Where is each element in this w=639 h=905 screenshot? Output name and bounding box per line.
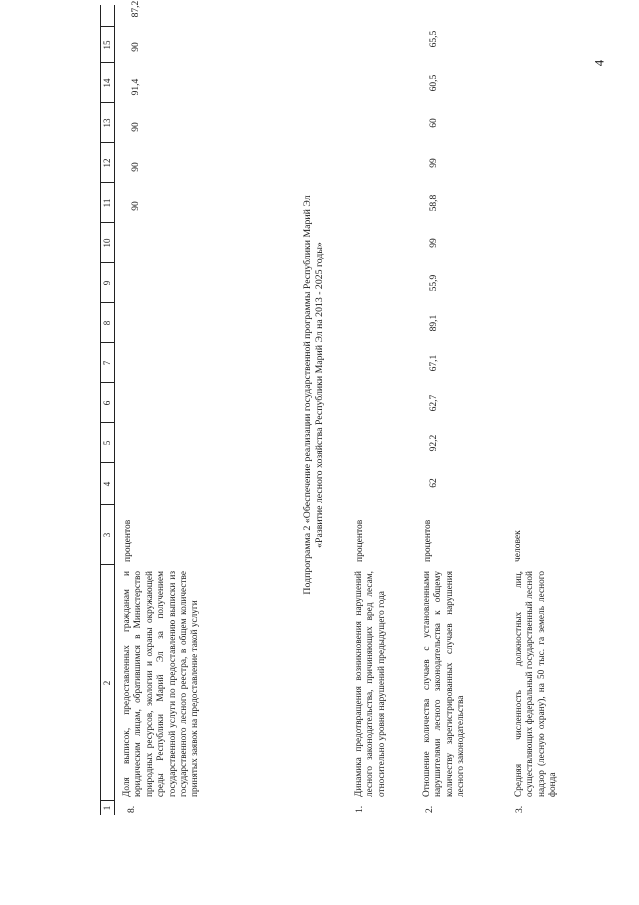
indicator-description: Доля выписок, предоставленных гражданам и юридическим лицам, обратившимся в Министерство природных ресурсов, экологии и охраны окружающей среды Республики Марий Эл за получением государственной услуги по предоставлению выписки из государственного лесного реестра, в общем количестве принятых заявок на предоставление такой услуги (122, 571, 201, 797)
value-cell: 99 (429, 158, 439, 168)
subprogram-title-line: Подпрограмма 2 «Обеспечение реализации государственной программы Республики Марий Эл (302, 195, 313, 595)
column-number: 11 (102, 198, 112, 208)
unit-label: процентов (423, 519, 433, 562)
row-number: 3. (515, 805, 525, 813)
column-number: 3 (102, 532, 112, 538)
rotated-table-page (100, 0, 639, 815)
value-cell: 62 (429, 478, 439, 488)
value-cell: 58,8 (429, 194, 439, 212)
indicator-description: Отношение количества случаев с установленными нарушителями лесного законодательства к общему количеству зарегистрированных случаев нарушения лесного законодательства (422, 571, 467, 797)
column-number: 5 (102, 440, 112, 446)
column-number: 13 (102, 118, 112, 128)
value-cell: 90 (131, 42, 141, 52)
value-cell: 99 (429, 238, 439, 248)
column-number: 2 (102, 680, 112, 686)
row-number: 1. (355, 805, 365, 813)
column-number: 9 (102, 280, 112, 286)
value-cell: 67,1 (429, 354, 439, 372)
column-number: 6 (102, 400, 112, 406)
page-number: 4 (591, 59, 607, 67)
value-cell: 60,5 (429, 74, 439, 92)
value-cell: 60 (429, 118, 439, 128)
value-cell: 89,1 (429, 314, 439, 332)
indicator-description: Динамика предотвращения возникновения нарушений лесного законодательства, причиняющих вред лесам, относительно уровня нарушений предыдущего года (354, 571, 387, 797)
unit-label: человек (513, 530, 523, 562)
column-number: 7 (102, 360, 112, 366)
value-cell: 65,5 (429, 30, 439, 48)
value-cell: 87,2 (131, 0, 141, 18)
value-cell: 90 (131, 122, 141, 132)
column-number: 1 (102, 805, 112, 811)
value-cell: 90 (131, 201, 141, 211)
column-number: 10 (102, 238, 112, 248)
column-number: 15 (102, 40, 112, 50)
indicator-description: Средняя численность должностных лиц, осуществляющих федеральный государственный лесной надзор (лесную охрану), на 50 тыс. га земель лесного фонда (514, 571, 559, 797)
header-bottom-border (114, 5, 115, 815)
row-number: 2. (425, 805, 435, 813)
value-cell: 91,4 (131, 78, 141, 96)
value-cell: 90 (131, 162, 141, 172)
column-number: 14 (102, 78, 112, 88)
subprogram-title-line: «Развитие лесного хозяйства Республики Марий Эл на 2013 - 2025 годы» (314, 242, 325, 548)
value-cell: 62,7 (429, 394, 439, 412)
row-number: 8. (127, 805, 137, 813)
column-number: 4 (102, 481, 112, 487)
column-number: 8 (102, 320, 112, 326)
column-number: 12 (102, 158, 112, 168)
unit-label: процентов (355, 519, 365, 562)
value-cell: 92,2 (429, 434, 439, 452)
value-cell: 55,9 (429, 274, 439, 292)
unit-label: процентов (123, 519, 133, 562)
subprogram-title (302, 95, 326, 695)
